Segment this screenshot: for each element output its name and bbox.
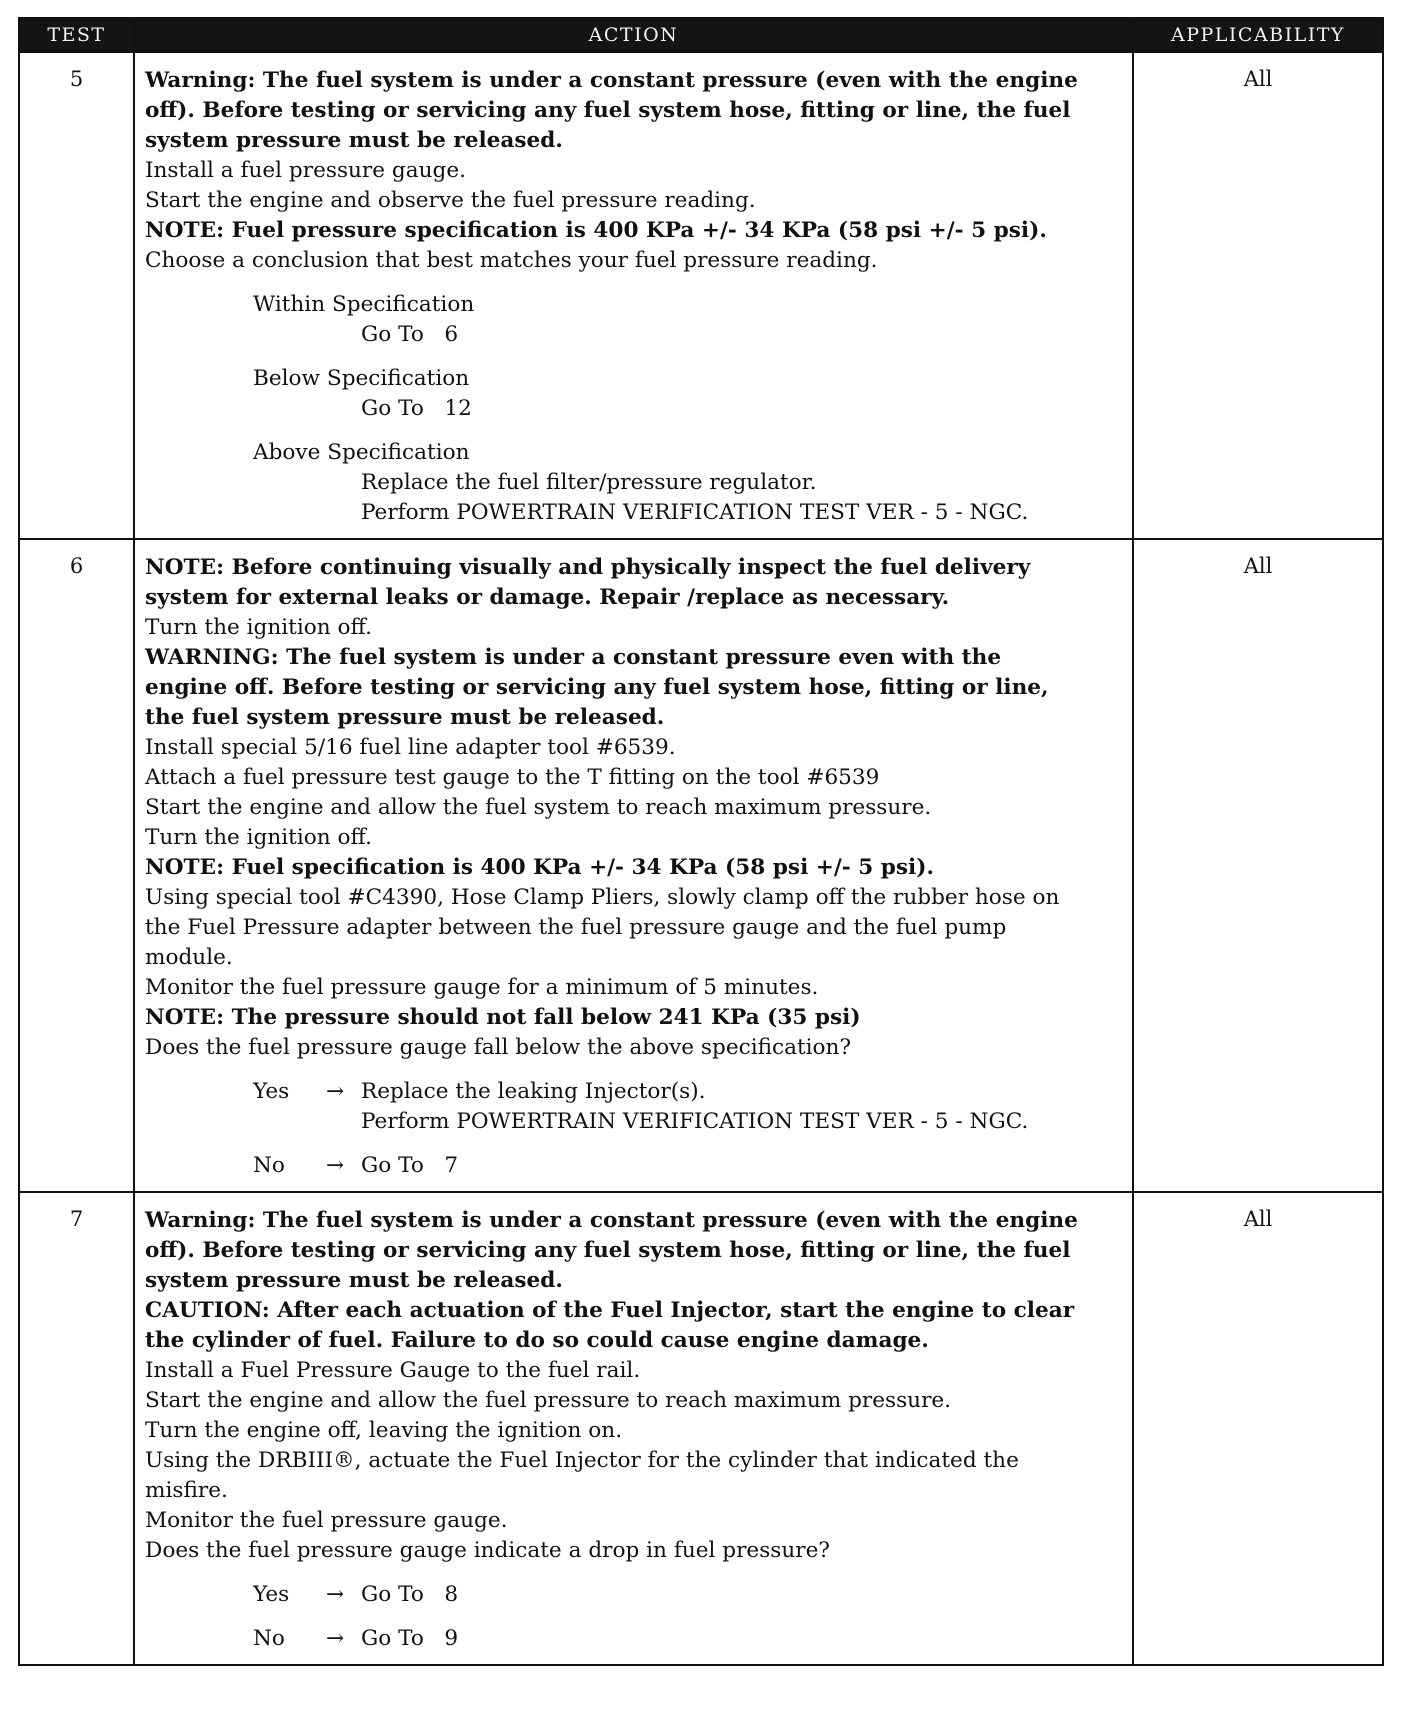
instruction-line: misfire. bbox=[145, 1478, 228, 1503]
instruction-line: Choose a conclusion that best matches your fuel pressure reading. bbox=[145, 248, 878, 273]
arrow-right-icon: → bbox=[325, 1626, 345, 1651]
answer-result: Go To 9 bbox=[361, 1626, 459, 1651]
instruction-line: Turn the ignition off. bbox=[145, 615, 372, 640]
note-line: system for external leaks or damage. Repair /replace as necessary. bbox=[145, 585, 950, 610]
instruction-line: Attach a fuel pressure test gauge to the T fitting on the tool #6539 bbox=[145, 765, 880, 790]
answer-result: Go To 8 bbox=[361, 1582, 459, 1607]
note-line: Warning: The fuel system is under a constant pressure (even with the engine bbox=[145, 1208, 1078, 1233]
instruction-line: Monitor the fuel pressure gauge. bbox=[145, 1508, 508, 1533]
answer-result: Perform POWERTRAIN VERIFICATION TEST VER - 5 - NGC. bbox=[361, 1109, 1029, 1134]
note-line: system pressure must be released. bbox=[145, 1268, 563, 1293]
conclusion-result: Replace the fuel filter/pressure regulator. bbox=[361, 470, 817, 495]
instruction-line: Start the engine and observe the fuel pressure reading. bbox=[145, 188, 756, 213]
instruction-line: Turn the ignition off. bbox=[145, 825, 372, 850]
note-line: off). Before testing or servicing any fuel system hose, fitting or line, the fuel bbox=[145, 98, 1071, 123]
conclusion-option bbox=[145, 290, 1124, 350]
note-line: the cylinder of fuel. Failure to do so could cause engine damage. bbox=[145, 1328, 929, 1353]
note-line: engine off. Before testing or servicing any fuel system hose, fitting or line, bbox=[145, 675, 1049, 700]
header-action: ACTION bbox=[134, 18, 1133, 52]
applicability-value: All bbox=[1133, 52, 1383, 539]
instruction-line: the Fuel Pressure adapter between the fuel pressure gauge and the fuel pump bbox=[145, 915, 1007, 940]
test-number: 6 bbox=[19, 539, 134, 1192]
answer-result: Replace the leaking Injector(s). bbox=[361, 1079, 706, 1104]
answer-label: Yes bbox=[253, 1582, 290, 1607]
instruction-line: Monitor the fuel pressure gauge for a minimum of 5 minutes. bbox=[145, 975, 819, 1000]
table-header-row bbox=[19, 18, 1383, 52]
answer-branch bbox=[145, 1624, 1124, 1654]
action-cell bbox=[134, 1192, 1133, 1665]
answer-label: No bbox=[253, 1626, 285, 1651]
answer-label: Yes bbox=[253, 1079, 290, 1104]
note-line: NOTE: Before continuing visually and physically inspect the fuel delivery bbox=[145, 555, 1031, 580]
header-applicability: APPLICABILITY bbox=[1133, 18, 1383, 52]
test-row-5 bbox=[19, 52, 1383, 539]
diagnostic-test-table bbox=[18, 17, 1384, 1666]
answer-result: Go To 7 bbox=[361, 1153, 459, 1178]
arrow-right-icon: → bbox=[325, 1582, 345, 1607]
note-line: NOTE: Fuel pressure specification is 400 KPa +/- 34 KPa (58 psi +/- 5 psi). bbox=[145, 218, 1047, 243]
header-test: TEST bbox=[19, 18, 134, 52]
note-line: NOTE: The pressure should not fall below 241 KPa (35 psi) bbox=[145, 1005, 861, 1030]
note-line: the fuel system pressure must be released. bbox=[145, 705, 665, 730]
applicability-value: All bbox=[1133, 539, 1383, 1192]
answer-branch bbox=[145, 1151, 1124, 1181]
test-row-7 bbox=[19, 1192, 1383, 1665]
note-line: system pressure must be released. bbox=[145, 128, 563, 153]
conclusion-label: Above Specification bbox=[253, 440, 470, 465]
diagnostic-table-page bbox=[18, 17, 1384, 1666]
arrow-right-icon: → bbox=[325, 1153, 345, 1178]
answer-branch bbox=[145, 1580, 1124, 1610]
note-line: WARNING: The fuel system is under a constant pressure even with the bbox=[145, 645, 1002, 670]
instruction-line: Using the DRBIII®, actuate the Fuel Injector for the cylinder that indicated the bbox=[145, 1448, 1019, 1473]
action-cell bbox=[134, 52, 1133, 539]
note-line: Warning: The fuel system is under a constant pressure (even with the engine bbox=[145, 68, 1078, 93]
note-line: off). Before testing or servicing any fuel system hose, fitting or line, the fuel bbox=[145, 1238, 1071, 1263]
instruction-line: Does the fuel pressure gauge indicate a drop in fuel pressure? bbox=[145, 1538, 830, 1563]
conclusion-option bbox=[145, 438, 1124, 528]
conclusion-result: Perform POWERTRAIN VERIFICATION TEST VER - 5 - NGC. bbox=[361, 500, 1029, 525]
answer-branch bbox=[145, 1077, 1124, 1137]
conclusion-result: Go To 6 bbox=[361, 322, 459, 347]
instruction-line: Turn the engine off, leaving the ignition on. bbox=[145, 1418, 623, 1443]
action-cell bbox=[134, 539, 1133, 1192]
instruction-line: Install special 5/16 fuel line adapter tool #6539. bbox=[145, 735, 676, 760]
test-row-6 bbox=[19, 539, 1383, 1192]
instruction-line: module. bbox=[145, 945, 233, 970]
conclusion-option bbox=[145, 364, 1124, 424]
conclusion-label: Below Specification bbox=[253, 366, 470, 391]
note-line: NOTE: Fuel specification is 400 KPa +/- 34 KPa (58 psi +/- 5 psi). bbox=[145, 855, 934, 880]
note-line: CAUTION: After each actuation of the Fuel Injector, start the engine to clear bbox=[145, 1298, 1075, 1323]
conclusion-label: Within Specification bbox=[253, 292, 475, 317]
instruction-line: Using special tool #C4390, Hose Clamp Pliers, slowly clamp off the rubber hose on bbox=[145, 885, 1060, 910]
test-number: 5 bbox=[19, 52, 134, 539]
instruction-line: Start the engine and allow the fuel pressure to reach maximum pressure. bbox=[145, 1388, 952, 1413]
applicability-value: All bbox=[1133, 1192, 1383, 1665]
conclusion-result: Go To 12 bbox=[361, 396, 472, 421]
test-number: 7 bbox=[19, 1192, 134, 1665]
instruction-line: Does the fuel pressure gauge fall below the above specification? bbox=[145, 1035, 852, 1060]
instruction-line: Install a Fuel Pressure Gauge to the fuel rail. bbox=[145, 1358, 641, 1383]
instruction-line: Start the engine and allow the fuel system to reach maximum pressure. bbox=[145, 795, 932, 820]
instruction-line: Install a fuel pressure gauge. bbox=[145, 158, 466, 183]
arrow-right-icon: → bbox=[325, 1079, 345, 1104]
answer-label: No bbox=[253, 1153, 285, 1178]
